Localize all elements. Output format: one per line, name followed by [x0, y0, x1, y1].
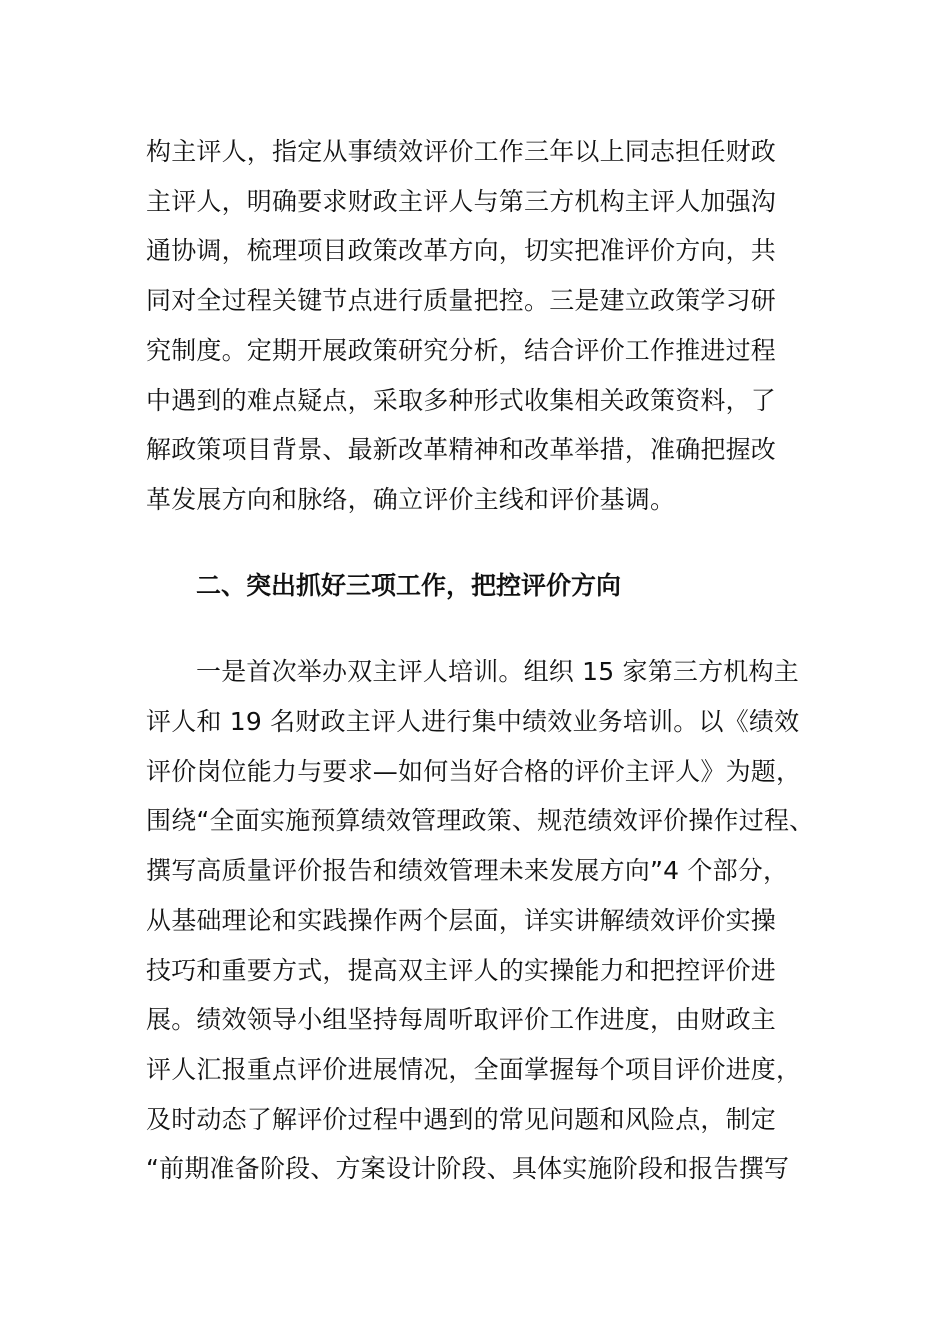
paragraph-line: 展。绩效领导小组坚持每周听取评价工作进度，由财政主	[146, 1005, 777, 1034]
paragraph-line: 评价岗位能力与要求—如何当好合格的评价主评人》为题，	[146, 757, 802, 786]
paragraph-line: 中遇到的难点疑点，采取多种形式收集相关政策资料，了	[146, 386, 777, 415]
paragraph-line: 技巧和重要方式，提高双主评人的实操能力和把控评价进	[146, 956, 777, 985]
paragraph-line: 评人汇报重点评价进展情况，全面掌握每个项目评价进度，	[146, 1055, 802, 1084]
paragraph-line: 一是首次举办双主评人培训。组织 15 家第三方机构主	[196, 657, 799, 686]
paragraph-line: 主评人，明确要求财政主评人与第三方机构主评人加强沟	[146, 187, 777, 216]
paragraph-line: 撰写高质量评价报告和绩效管理未来发展方向”4 个部分，	[146, 856, 789, 885]
paragraph-line: 评人和 19 名财政主评人进行集中绩效业务培训。以《绩效	[146, 707, 800, 736]
paragraph-line: 及时动态了解评价过程中遇到的常见问题和风险点，制定	[146, 1105, 777, 1134]
paragraph-line: “前期准备阶段、方案设计阶段、具体实施阶段和报告撰写	[146, 1154, 790, 1183]
section-heading: 二、突出抓好三项工作，把控评价方向	[196, 571, 622, 600]
paragraph-line: 革发展方向和脉络，确立评价主线和评价基调。	[146, 485, 676, 514]
paragraph-line: 围绕“全面实施预算绩效管理政策、规范绩效评价操作过程、	[146, 806, 815, 835]
paragraph-line: 从基础理论和实践操作两个层面，详实讲解绩效评价实操	[146, 906, 777, 935]
paragraph-line: 解政策项目背景、最新改革精神和改革举措，准确把握改	[146, 435, 777, 464]
paragraph-line: 究制度。定期开展政策研究分析，结合评价工作推进过程	[146, 336, 777, 365]
paragraph-line: 通协调，梳理项目政策改革方向，切实把准评价方向，共	[146, 236, 777, 265]
paragraph-line: 同对全过程关键节点进行质量把控。三是建立政策学习研	[146, 286, 777, 315]
paragraph-line: 构主评人，指定从事绩效评价工作三年以上同志担任财政	[146, 137, 777, 166]
